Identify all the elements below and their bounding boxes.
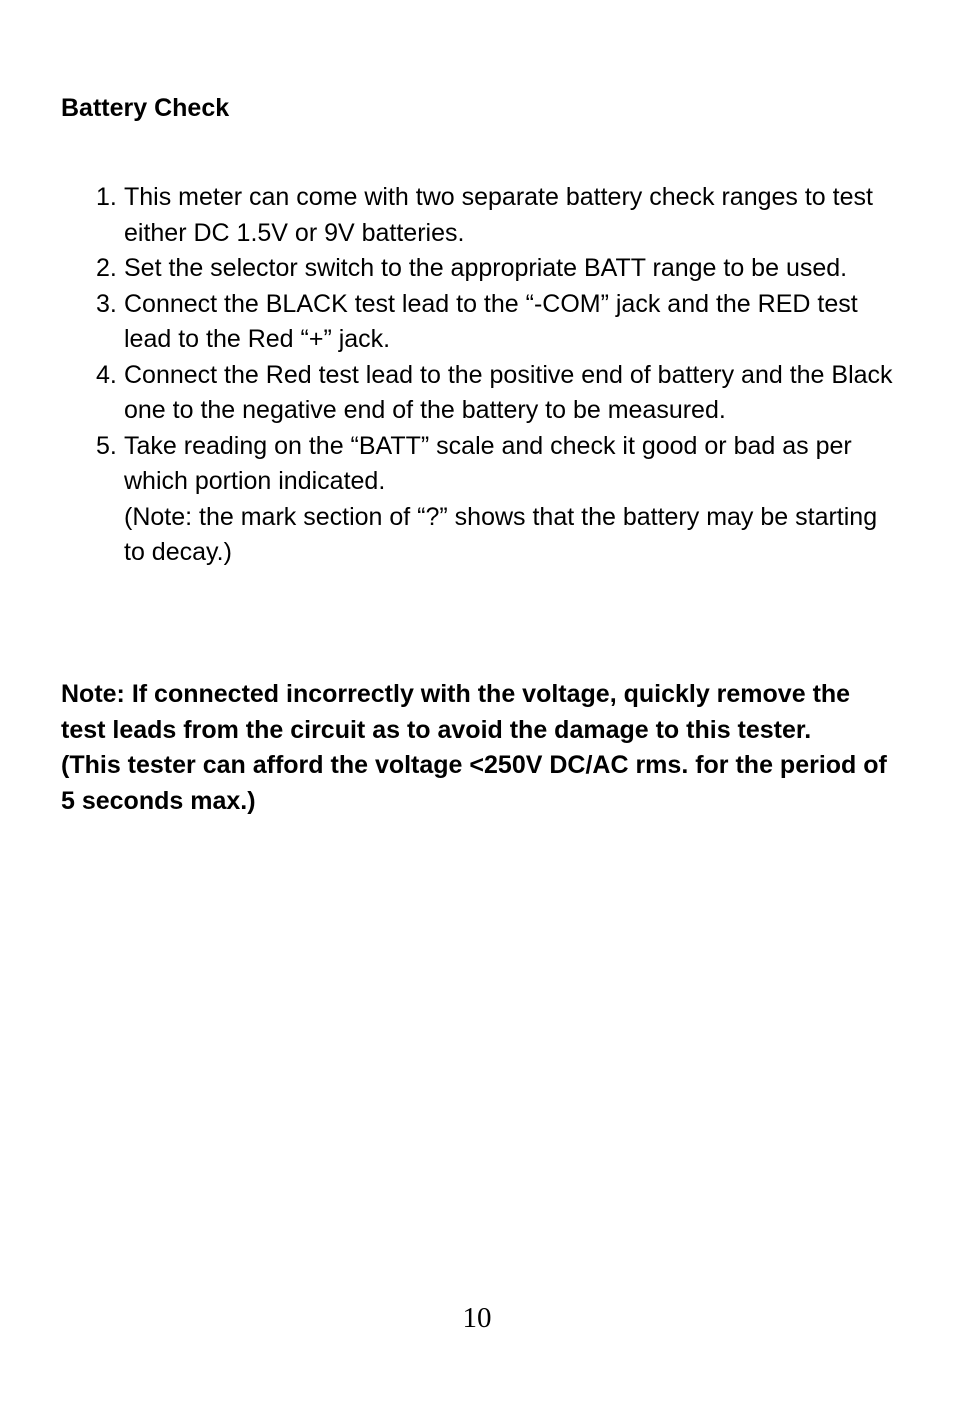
step-text: Take reading on the “BATT” scale and check it good or bad as per which portion indicated. <box>124 431 852 495</box>
step-text: Connect the BLACK test lead to the “-COM” jack and the RED test lead to the Red “+” jack. <box>124 289 858 353</box>
step-item-5 <box>96 429 896 571</box>
page-number: 10 <box>462 1302 492 1334</box>
step-number: 1. <box>96 183 117 211</box>
warning-note <box>61 677 901 819</box>
step-text: This meter can come with two separate battery check ranges to test either DC 1.5V or 9V batteries. <box>124 183 873 247</box>
step-note: (Note: the mark section of “?” shows that the battery may be starting to decay.) <box>124 502 878 566</box>
section-heading: Battery Check <box>61 94 230 122</box>
step-number: 4. <box>96 360 117 389</box>
step-text: Connect the Red test lead to the positive end of battery and the Black one to the negative end of the battery to be measured. <box>124 360 893 424</box>
step-item-3 <box>96 287 896 358</box>
voltage-limit-text: (This tester can afford the voltage <250V DC/AC rms. for the period of 5 seconds max.) <box>61 751 887 815</box>
step-item-4 <box>96 358 896 429</box>
step-item-1 <box>96 180 896 251</box>
step-number: 3. <box>96 289 117 318</box>
step-text: Set the selector switch to the appropriate BATT range to be used. <box>124 254 848 282</box>
step-number: 2. <box>96 254 117 282</box>
step-number: 5. <box>96 431 117 460</box>
warning-text: Note: If connected incorrectly with the voltage, quickly remove the test leads from the circuit as to avoid the damage to this tester. <box>61 680 851 744</box>
step-item-2 <box>96 251 896 287</box>
battery-check-steps <box>96 180 896 571</box>
